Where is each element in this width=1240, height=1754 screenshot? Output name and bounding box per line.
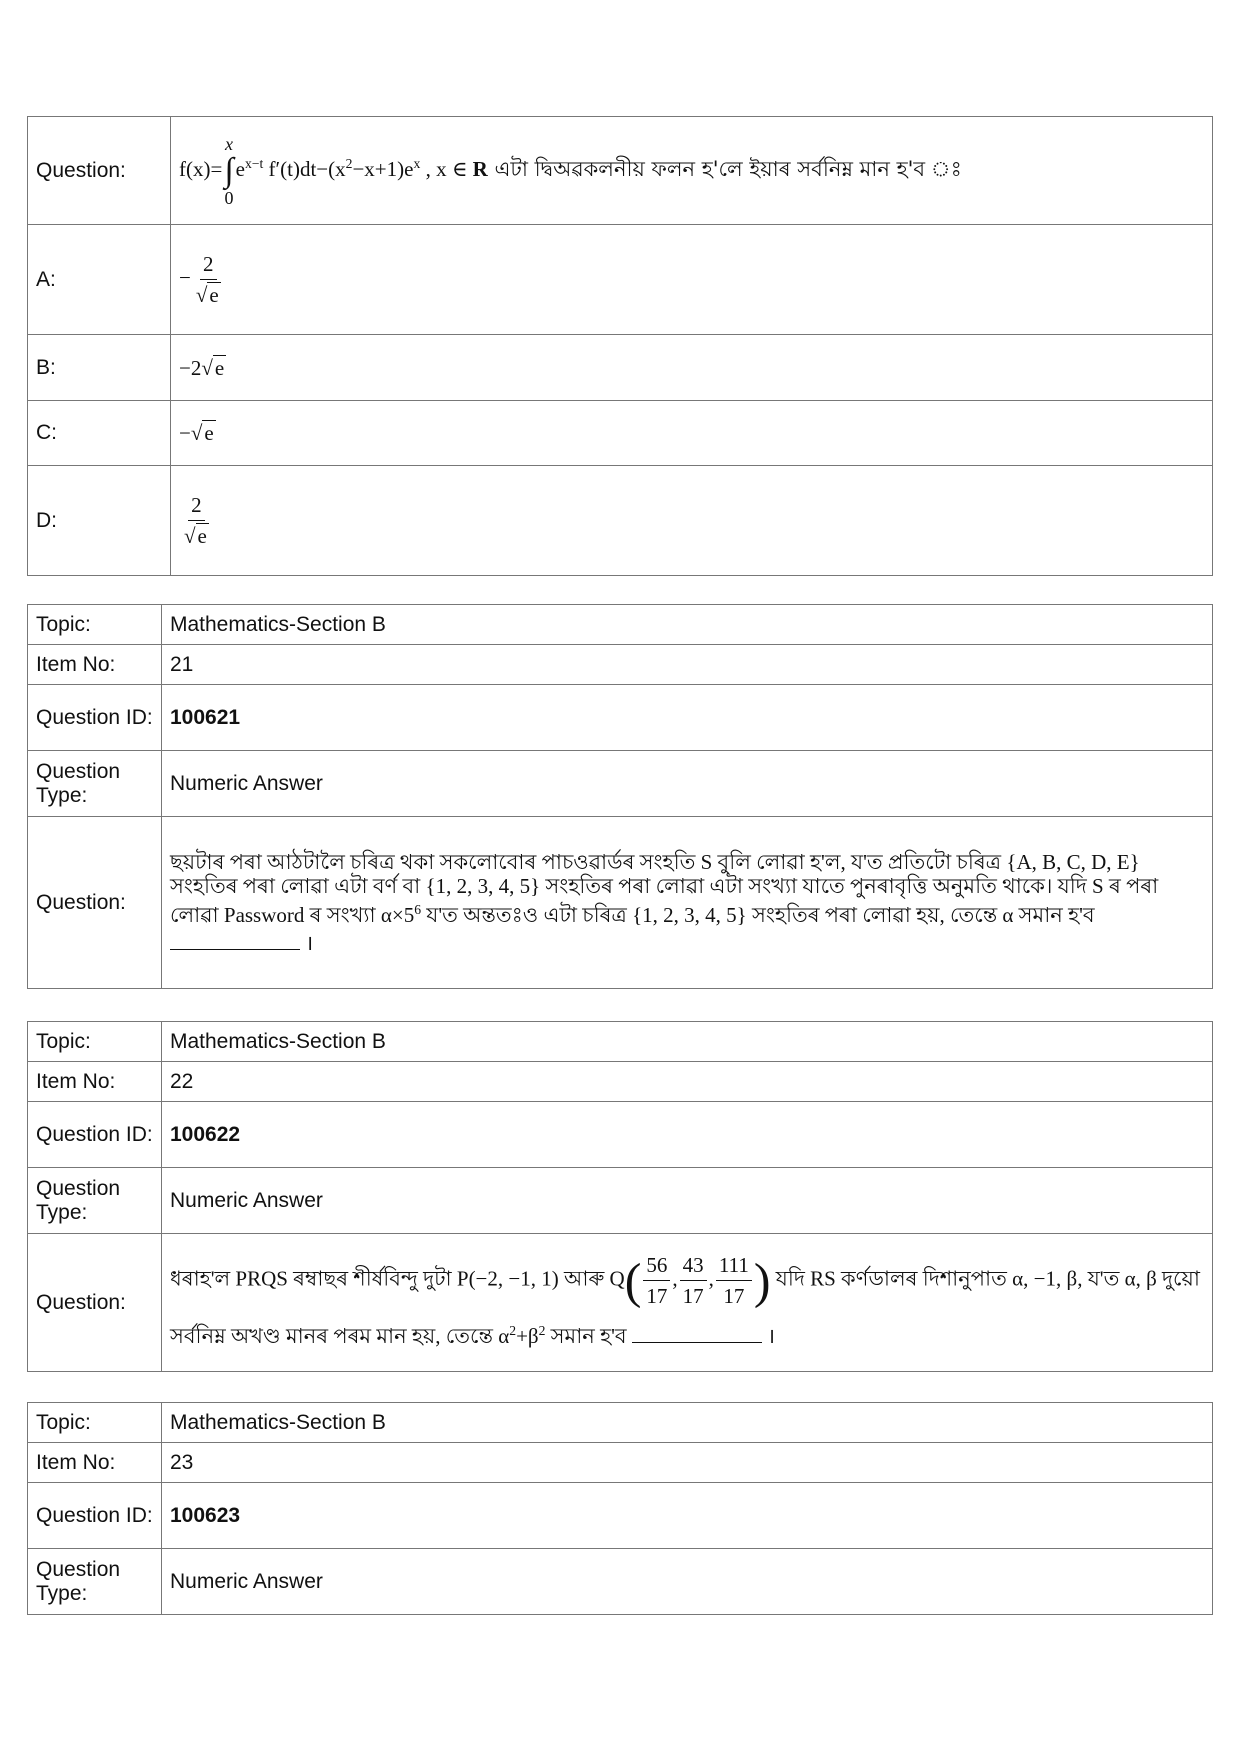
item-no-row (28, 1443, 1213, 1483)
option-c-value (171, 401, 1213, 466)
question-end: । (761, 1323, 776, 1348)
item-no-value: 23 (162, 1443, 1213, 1483)
topic-value: Mathematics-Section B (162, 1022, 1213, 1062)
option-b-text: −2 (179, 355, 202, 380)
option-a-value (171, 225, 1213, 335)
math-lhs: f(x)= (179, 156, 223, 181)
option-d-value (171, 466, 1213, 576)
item-no-label: Item No: (28, 1443, 162, 1483)
option-d-num: 2 (188, 490, 205, 521)
question-content (171, 117, 1213, 225)
topic-value: Mathematics-Section B (162, 1403, 1213, 1443)
item-no-row (28, 1062, 1213, 1102)
question-type-row (28, 1168, 1213, 1234)
question-id-row (28, 1483, 1213, 1549)
question-text: ধৰাহ'ল PRQS ৰম্বাছৰ শীৰ্ষবিন্দু দুটা P(−2, −1, 1) আৰু Q( $\frac{56}{17}$ , $\frac{43}{17}$ , $\frac{111}{17}$ ) যদি RS কৰ্ণডালৰ দিশানুপাত α, −1, β, য'ত α, β দুয়ো সৰ্বনিম্ন অখণ্ড মানৰ পৰম মান হয়, তেন্তে $\alpha^2+\beta^2$ সমান হ'ব । (162, 1234, 1213, 1372)
option-b-label: B: (28, 335, 171, 401)
integral-lower: 0 (224, 187, 234, 208)
item-no-value: 21 (162, 645, 1213, 685)
option-b-rad: e (214, 355, 225, 380)
integral-upper: x (224, 133, 233, 154)
integral-symbol: ∫ (224, 151, 234, 189)
question-type-label: Question Type: (28, 1549, 162, 1615)
close-paren: ) (753, 1252, 771, 1308)
option-a-den-rad: e (209, 283, 219, 307)
q-frac-1-den: 17 (646, 1283, 668, 1308)
q-frac-1-num: 56 (643, 1250, 670, 1281)
question-text-part3: সমান হ'ব (545, 1323, 632, 1348)
option-d-den: √e (184, 524, 207, 548)
item-table-23 (27, 1402, 1213, 1615)
option-d-den-rad: e (197, 524, 207, 548)
question-row (28, 117, 1213, 225)
option-row-b (28, 335, 1213, 401)
option-c-rad: e (204, 421, 214, 445)
tail-exp: x (413, 155, 421, 171)
option-a-sign: − (179, 265, 191, 290)
option-a-den: √e (195, 283, 219, 307)
question-type-row (28, 751, 1213, 817)
question-id-value: 100622 (162, 1102, 1213, 1168)
real-set: R (472, 156, 488, 181)
topic-label: Topic: (28, 1022, 162, 1062)
question-text-part1: ছয়টাৰ পৰা আঠটালৈ চৰিত্ৰ থকা সকলোবোৰ পাচওৱাৰ্ডৰ সংহতি S বুলি লোৱা হ'ল, য'ত প্ৰতিটো চৰিত্ৰ {A, B, C, D, E} সংহতিৰ পৰা লোৱা এটা বৰ্ণ বা {1, 2, 3, 4, 5} সংহতিৰ পৰা লোৱা এটা সংখ্যা যাতে পুনৰাবৃত্তি অনুমতি থাকে। যদি S ৰ পৰা লোৱা Password ৰ সংখ্যা α×5 (170, 850, 1159, 927)
topic-row (28, 605, 1213, 645)
option-c-text: − (179, 421, 191, 445)
option-d-fraction (181, 490, 212, 551)
item-no-value: 22 (162, 1062, 1213, 1102)
topic-row (28, 1403, 1213, 1443)
q-frac-3-num: 111 (716, 1250, 752, 1281)
question-type-label: Question Type: (28, 1168, 162, 1234)
question-label: Question: (28, 817, 162, 989)
question-row (28, 1234, 1213, 1372)
question-table-20 (27, 116, 1213, 576)
item-no-label: Item No: (28, 645, 162, 685)
question-id-label: Question ID: (28, 685, 162, 751)
option-a-fraction (193, 249, 224, 310)
domain-text: , x ∈ (420, 156, 473, 181)
topic-label: Topic: (28, 605, 162, 645)
q-frac-2-num: 43 (680, 1250, 707, 1281)
square-sup: 2 (345, 155, 353, 171)
option-row-d (28, 466, 1213, 576)
q-frac-2 (680, 1250, 707, 1311)
integral (224, 135, 233, 207)
question-label: Question: (28, 1234, 162, 1372)
option-a-num: 2 (200, 249, 217, 280)
option-c-sqrt: √e (190, 421, 214, 445)
item-table-21 (27, 604, 1213, 989)
question-bengali: এটা দ্বিঅৱকলনীয় ফলন হ'লে ইয়াৰ সৰ্বনিম্ন মান হ'ব ঃ (487, 156, 962, 181)
item-table-22 (27, 1021, 1213, 1372)
question-text-part2: যদি RS কৰ্ণডালৰ দিশানুপাত α, −1, β, য'ত α, β দুয়ো সৰ্বনিম্ন অখণ্ড মানৰ পৰম মান হয়, তেন্তে α (170, 1265, 1200, 1348)
option-a-label: A: (28, 225, 171, 335)
question-type-value: Numeric Answer (162, 751, 1213, 817)
alpha-sq: 2 (509, 1322, 517, 1338)
question-text (162, 817, 1213, 989)
question-id-value: 100621 (162, 685, 1213, 751)
option-d-label: D: (28, 466, 171, 576)
question-id-label: Question ID: (28, 1483, 162, 1549)
integrand-rest: f′(t)dt−(x (263, 156, 346, 181)
answer-blank (632, 1320, 762, 1343)
question-text-part2: য'ত অন্ততঃও এটা চৰিত্ৰ {1, 2, 3, 4, 5} সংহতিৰ পৰা লোৱা হয়, তেন্তে α সমান হ'ব (421, 903, 1095, 927)
question-id-label: Question ID: (28, 1102, 162, 1168)
open-paren: ( (624, 1252, 642, 1308)
q-frac-3-den: 17 (723, 1283, 745, 1308)
option-b-value (171, 335, 1213, 401)
integrand-exp: x−t (244, 155, 264, 171)
question-text-part1: ধৰাহ'ল PRQS ৰম্বাছৰ শীৰ্ষবিন্দু দুটা P(−2, −1, 1) আৰু Q (170, 1265, 625, 1290)
option-row-a (28, 225, 1213, 335)
question-type-value: Numeric Answer (162, 1168, 1213, 1234)
question-type-row (28, 1549, 1213, 1615)
item-no-label: Item No: (28, 1062, 162, 1102)
beta-sq: 2 (538, 1322, 546, 1338)
question-id-row (28, 685, 1213, 751)
topic-row (28, 1022, 1213, 1062)
question-id-row (28, 1102, 1213, 1168)
question-type-value: Numeric Answer (162, 1549, 1213, 1615)
plus-beta: +β (516, 1323, 539, 1348)
question-id-value: 100623 (162, 1483, 1213, 1549)
q-frac-2-den: 17 (682, 1283, 704, 1308)
question-label: Question: (28, 117, 171, 225)
topic-label: Topic: (28, 1403, 162, 1443)
integrand-base: e (235, 156, 245, 181)
question-end: । (300, 931, 314, 955)
q-frac-1 (643, 1250, 670, 1311)
item-no-row (28, 645, 1213, 685)
topic-value: Mathematics-Section B (162, 605, 1213, 645)
math-tail: −x+1)e (352, 156, 414, 181)
answer-blank (170, 927, 300, 950)
question-type-label: Question Type: (28, 751, 162, 817)
option-c-label: C: (28, 401, 171, 466)
question-row (28, 817, 1213, 989)
question-sup: 6 (414, 902, 422, 917)
option-row-c (28, 401, 1213, 466)
q-frac-3 (716, 1250, 752, 1311)
option-b-sqrt: √e (201, 355, 225, 380)
